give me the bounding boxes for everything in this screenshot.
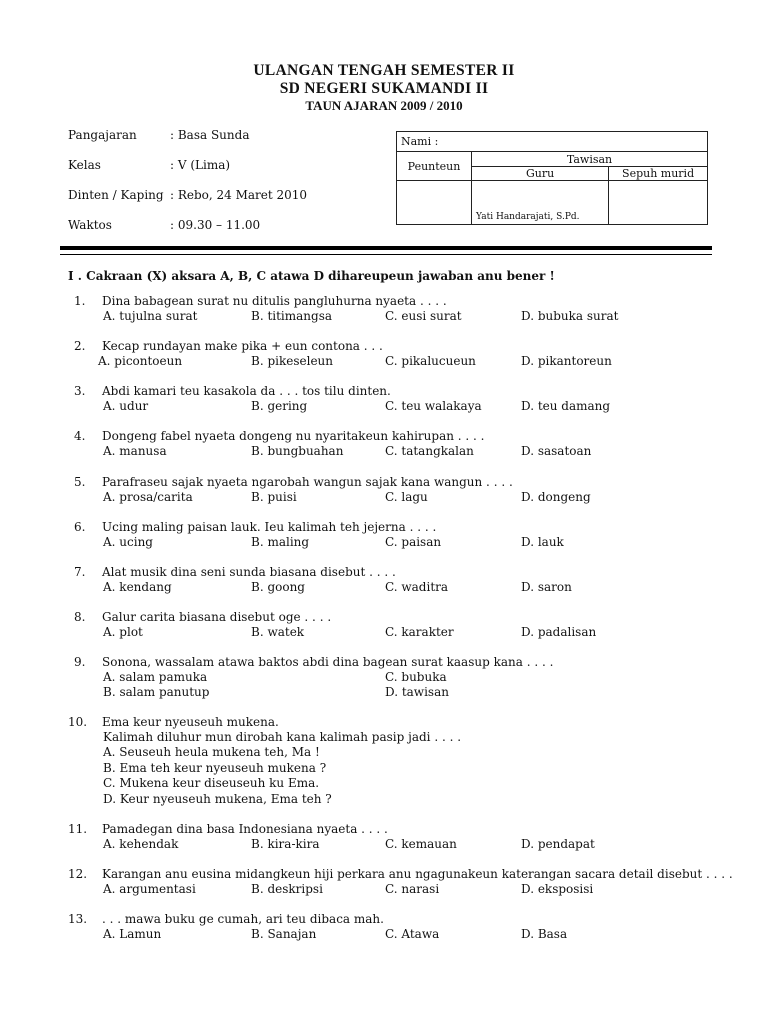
answer-option[interactable]: A. tujulna surat [103,309,198,323]
question-number: 2. [74,339,86,353]
answer-option[interactable]: B. Sanajan [251,927,317,941]
name-field[interactable]: Nami : [397,132,708,152]
question-prompt: Abdi kamari teu kasakola da . . . tos tilu dinten. [102,384,391,398]
parent-column-label: Sepuh murid [609,167,708,181]
answer-option[interactable]: D. lauk [521,535,564,549]
school-name: SD NEGERI SUKAMANDI II [279,80,489,97]
answer-option[interactable]: B. puisi [251,490,297,504]
info-value: : Basa Sunda [170,128,250,142]
question-prompt: Alat musik dina seni sunda biasana disebut . . . . [102,565,396,579]
parent-signature-cell[interactable] [609,181,708,225]
answer-option[interactable]: A. kendang [103,580,172,594]
answer-option[interactable]: D. dongeng [521,490,591,504]
info-label: Waktos [68,218,112,232]
answer-option[interactable]: A. salam pamuka [103,670,208,684]
teacher-column-label: Guru [472,167,609,181]
answer-option[interactable]: A. Seuseuh heula mukena teh, Ma ! [103,745,320,759]
answer-option[interactable]: D. Basa [521,927,568,941]
info-row-class [68,158,230,172]
question-prompt: Parafraseu sajak nyaeta ngarobah wangun sajak kana wangun . . . . [102,475,513,489]
answer-option[interactable]: C. kemauan [385,837,457,851]
info-label: Kelas [68,158,101,172]
answer-option[interactable]: C. tatangkalan [385,444,474,458]
answer-option[interactable]: B. bungbuahan [251,444,344,458]
question-prompt: Ema keur nyeuseuh mukena. [102,715,279,729]
answer-option[interactable]: C. teu walakaya [385,399,482,413]
answer-option[interactable]: B. salam panutup [103,685,210,699]
question-number: 10. [68,715,88,729]
answer-option[interactable]: A. prosa/carita [103,490,193,504]
question-number: 12. [68,867,88,881]
answer-option[interactable]: D. teu damang [521,399,611,413]
answer-option[interactable]: D. padalisan [521,625,597,639]
header-divider [60,246,712,250]
answer-option[interactable]: B. deskripsi [251,882,323,896]
question-prompt: Pamadegan dina basa Indonesiana nyaeta . . . . [102,822,388,836]
answer-option[interactable]: B. maling [251,535,310,549]
question-prompt-line2: Kalimah diluhur mun dirobah kana kalimah pasip jadi . . . . [103,730,462,744]
question-prompt: Sonona, wassalam atawa baktos abdi dina bagean surat kaasup kana . . . . [102,655,554,669]
answer-option[interactable]: B. goong [251,580,305,594]
answer-option[interactable]: A. udur [103,399,149,413]
info-value: : 09.30 – 11.00 [170,218,261,232]
info-row-time [68,218,260,232]
question-number: 5. [74,475,86,489]
question-prompt: Ucing maling paisan lauk. Ieu kalimah teh jejerna . . . . [102,520,437,534]
answer-option[interactable]: D. pikantoreun [521,354,612,368]
question-prompt: Kecap rundayan make pika + eun contona . . . [102,339,383,353]
answer-option[interactable]: C. pikalucueun [385,354,476,368]
info-label: Pangajaran [68,128,137,142]
signature-header: Tawisan [472,152,708,167]
answer-option[interactable]: C. bubuka [385,670,447,684]
info-row-subject [68,128,249,142]
answer-option[interactable]: C. waditra [385,580,449,594]
answer-option[interactable]: D. eksposisi [521,882,594,896]
academic-year: TAUN AJARAN 2009 / 2010 [305,98,463,113]
score-box [396,131,708,225]
answer-option[interactable]: B. titimangsa [251,309,333,323]
info-value: : Rebo, 24 Maret 2010 [170,188,308,202]
answer-option[interactable]: B. watek [251,625,305,639]
exam-title: ULANGAN TENGAH SEMESTER II [253,62,515,79]
question-number: 11. [68,822,88,836]
question-number: 9. [74,655,86,669]
info-value: : V (Lima) [170,158,231,172]
answer-option[interactable]: A. picontoeun [98,354,183,368]
header-divider-thin [60,254,712,255]
question-number: 1. [74,294,86,308]
answer-option[interactable]: D. tawisan [385,685,449,699]
answer-option[interactable]: C. eusi surat [385,309,462,323]
score-cell[interactable] [397,181,472,225]
info-row-date [68,188,307,202]
question-number: 8. [74,610,86,624]
answer-option[interactable]: B. pikeseleun [251,354,333,368]
question-prompt: Karangan anu eusina midangkeun hiji perkara anu ngagunakeun katerangan sacara detail disebut . . . . [102,867,733,881]
answer-option[interactable]: C. lagu [385,490,428,504]
question-number: 7. [74,565,86,579]
answer-option[interactable]: D. sasatoan [521,444,592,458]
answer-option[interactable]: C. Atawa [385,927,440,941]
answer-option[interactable]: C. paisan [385,535,442,549]
question-number: 3. [74,384,86,398]
question-prompt: Dongeng fabel nyaeta dongeng nu nyaritakeun kahirupan . . . . [102,429,485,443]
answer-option[interactable]: A. plot [103,625,143,639]
teacher-signature-cell: Yati Handarajati, S.Pd. [472,181,609,225]
answer-option[interactable]: A. Lamun [103,927,162,941]
answer-option[interactable]: A. ucing [103,535,153,549]
answer-option[interactable]: C. narasi [385,882,440,896]
answer-option[interactable]: A. kehendak [103,837,179,851]
score-label: Peunteun [397,152,472,181]
answer-option[interactable]: B. gering [251,399,308,413]
answer-option[interactable]: D. Keur nyeuseuh mukena, Ema teh ? [103,791,332,806]
answer-option[interactable]: D. saron [521,580,572,594]
question-number: 13. [68,912,88,926]
answer-option[interactable]: A. manusa [103,444,167,458]
question-prompt: Galur carita biasana disebut oge . . . . [102,610,332,624]
answer-option[interactable]: D. bubuka surat [521,309,619,323]
answer-option[interactable]: D. pendapat [521,837,595,851]
question-prompt: . . . mawa buku ge cumah, ari teu dibaca mah. [102,912,384,926]
info-label: Dinten / Kaping [68,188,164,202]
section-instruction: I . Cakraan (X) aksara A, B, C atawa D dihareupeun jawaban anu bener ! [68,269,555,283]
question-prompt: Dina babagean surat nu ditulis pangluhurna nyaeta . . . . [102,294,447,308]
question-number: 6. [74,520,86,534]
answer-option[interactable]: B. kira-kira [251,837,320,851]
answer-option[interactable]: C. Mukena keur diseuseuh ku Ema. [103,776,320,790]
answer-option[interactable]: A. argumentasi [103,882,196,896]
answer-option[interactable]: B. Ema teh keur nyeuseuh mukena ? [103,760,327,775]
question-number: 4. [74,429,86,443]
answer-option[interactable]: C. karakter [385,625,454,639]
